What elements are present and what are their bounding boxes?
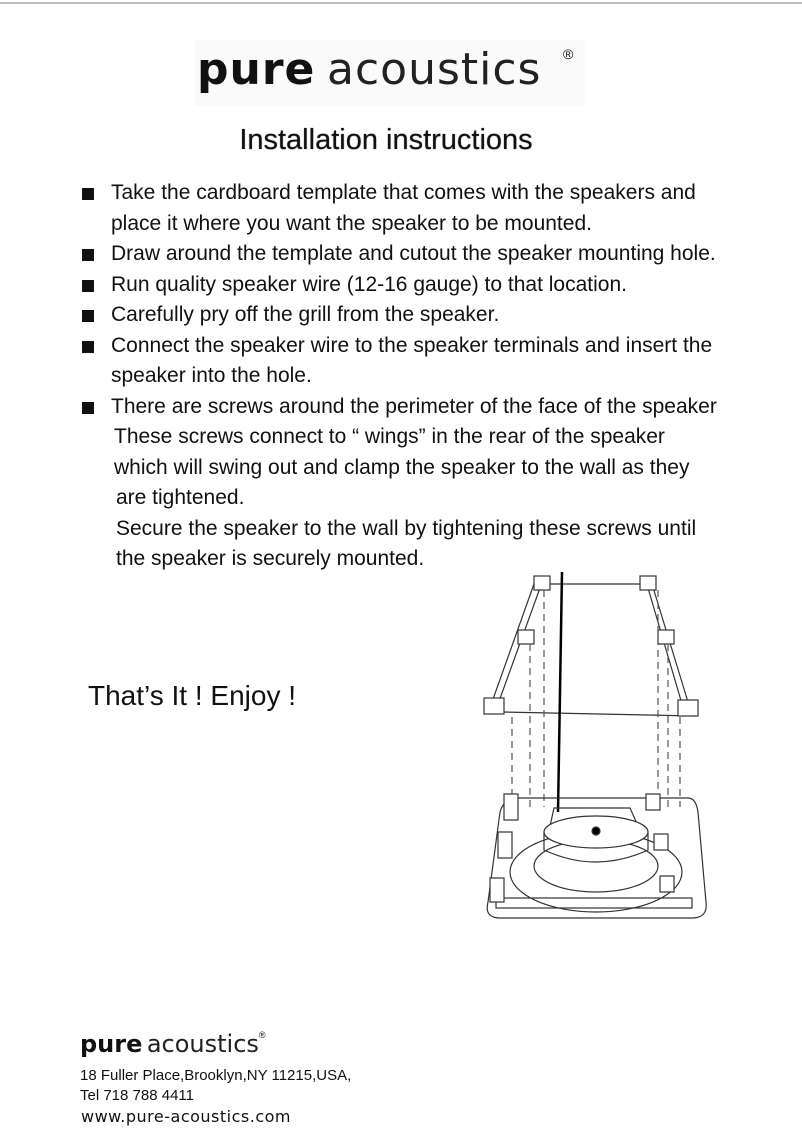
footer-registered-mark: ® bbox=[258, 1030, 266, 1040]
brand-name-bold: pure bbox=[197, 44, 316, 95]
footer-brand-logo bbox=[80, 1030, 266, 1062]
bullet-icon bbox=[82, 188, 94, 200]
footer-phone: Tel 718 788 4411 bbox=[80, 1087, 194, 1104]
bullet-icon bbox=[82, 402, 94, 414]
top-rule bbox=[0, 2, 802, 4]
bullet-icon bbox=[82, 249, 94, 261]
instruction-list bbox=[80, 178, 790, 575]
footer-address: 18 Fuller Place,Brooklyn,NY 11215,USA, bbox=[80, 1067, 352, 1084]
closing-text: That’s It ! Enjoy ! bbox=[88, 680, 297, 711]
brand-logo bbox=[195, 40, 585, 106]
footer-brand-name-bold: pure bbox=[80, 1030, 143, 1058]
step-6: There are screws around the perimeter of the face of the speaker These screws connect to “ wings” in the rear of the speaker which will swing out and clamp the speaker to the wall as they are tightened. Secure the speaker to the wall by tightening these screws until the speaker is securely mounted. bbox=[80, 392, 790, 575]
footer-website-link[interactable]: www.pure-acoustics.com bbox=[81, 1107, 291, 1126]
bullet-icon bbox=[82, 280, 94, 292]
bullet-icon bbox=[82, 341, 94, 353]
step-4: Carefully pry off the grill from the speaker. bbox=[80, 300, 790, 331]
footer-contact bbox=[80, 1066, 351, 1106]
step-5: Connect the speaker wire to the speaker terminals and insert the speaker into the hole. bbox=[80, 331, 790, 392]
step-3: Run quality speaker wire (12-16 gauge) to that location. bbox=[80, 270, 790, 301]
bullet-icon bbox=[82, 310, 94, 322]
speaker-installation-diagram-icon bbox=[478, 572, 718, 928]
registered-mark: ® bbox=[563, 46, 574, 62]
step-1: Take the cardboard template that comes with the speakers and place it where you want the speaker to be mounted. bbox=[80, 178, 790, 239]
step-2: Draw around the template and cutout the speaker mounting hole. bbox=[80, 239, 790, 270]
footer-brand-name-light: acoustics bbox=[146, 1030, 259, 1058]
page-title: Installation instructions bbox=[239, 124, 533, 156]
brand-name-light: acoustics bbox=[327, 44, 542, 95]
